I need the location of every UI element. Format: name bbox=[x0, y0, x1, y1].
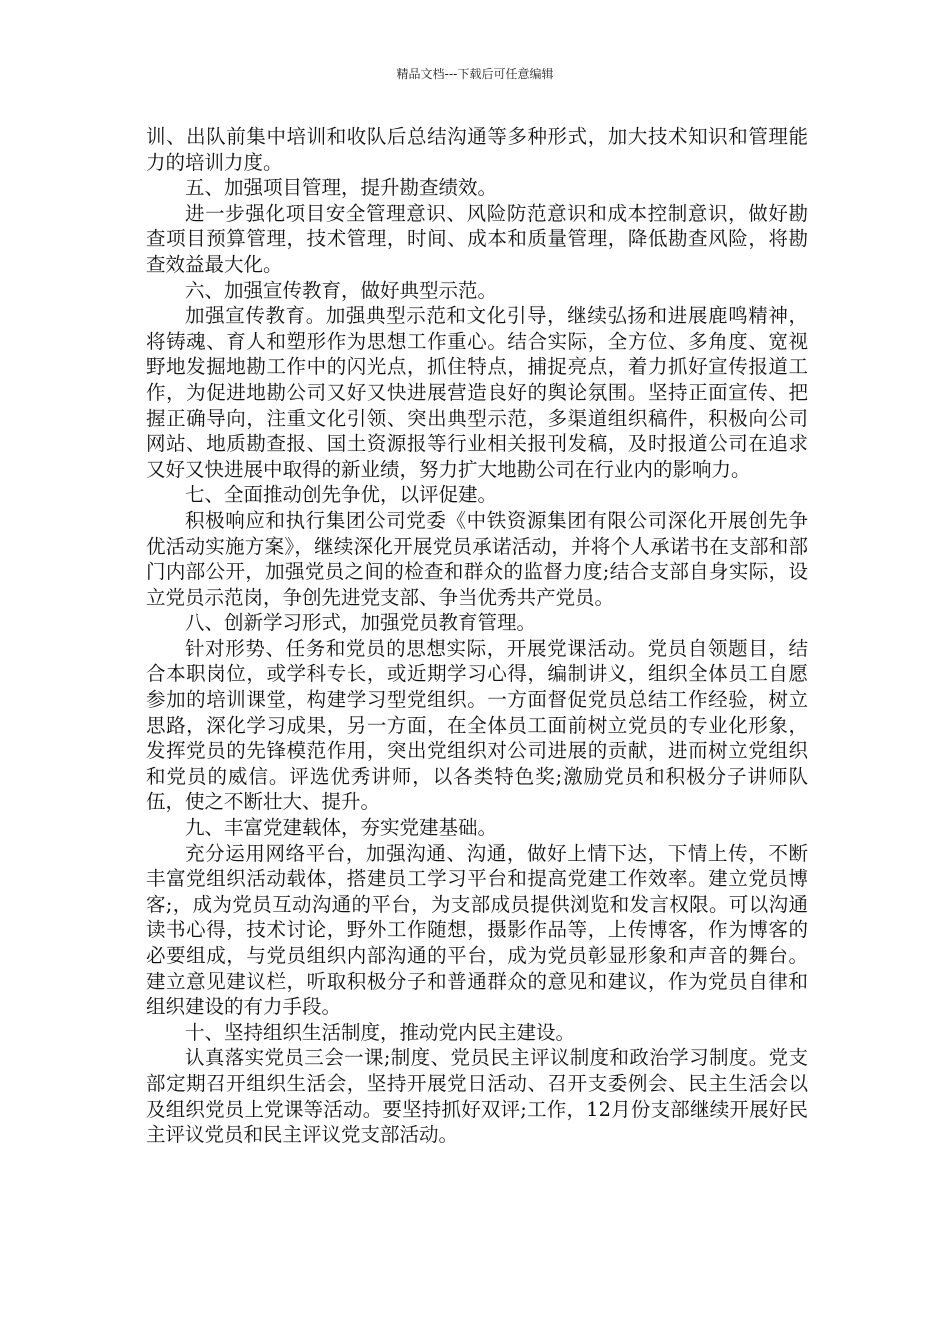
paragraph: 认真落实党员三会一课;制度、党员民主评议制度和政治学习制度。党支部定期召开组织生活会，坚持开展党日活动、召开支委例会、民主生活会以及组织党员上党课等活动。要坚持抓好双评;工作，12月份支部继续开展好民主评议党员和民主评议党支部活动。 bbox=[146, 1046, 808, 1147]
section-heading: 八、创新学习形式，加强党员教育管理。 bbox=[185, 611, 537, 635]
section-heading: 六、加强宣传教育，做好典型示范。 bbox=[185, 278, 498, 302]
paragraph: 加强宣传教育。加强典型示范和文化引导，继续弘扬和进展鹿鸣精神，将铸魂、育人和塑形作为思想工作重心。结合实际，全方位、多角度、宽视野地发掘地勘工作中的闪光点，抓住特点，捕捉亮点，着力抓好宣传报道工作，为促进地勘公司又好又快进展营造良好的舆论氛围。坚持正面宣传、把握正确导向，注重文化引领、突出典型示范，多渠道组织稿件，积极向公司网站、地质勘查报、国土资源报等行业相关报刊发稿，及时报道公司在追求又好又快进展中取得的新业绩，努力扩大地勘公司在行业内的影响力。 bbox=[146, 304, 808, 481]
section-heading: 十、坚持组织生活制度，推动党内民主建设。 bbox=[185, 1020, 576, 1044]
paragraph: 针对形势、任务和党员的思想实际，开展党课活动。党员自领题目，结合本职岗位，或学科专长，或近期学习心得，编制讲义，组织全体员工自愿参加的培训课堂，构建学习型党组织。一方面督促党员总结工作经验，树立思路，深化学习成果，另一方面，在全体员工面前树立党员的专业化形象，发挥党员的先锋模范作用，突出党组织对公司进展的贡献，进而树立党组织和党员的威信。评选优秀讲师，以各类特色奖;激励党员和积极分子讲师队伍，使之不断壮大、提升。 bbox=[146, 636, 808, 814]
paragraph: 进一步强化项目安全管理意识、风险防范意识和成本控制意识，做好勘查项目预算管理，技术管理，时间、成本和质量管理，降低勘查风险，将勘查效益最大化。 bbox=[146, 201, 808, 276]
section-heading: 五、加强项目管理，提升勘查绩效。 bbox=[185, 176, 498, 200]
section-heading: 七、全面推动创先争优，以评促建。 bbox=[185, 483, 498, 507]
paragraph: 充分运用网络平台，加强沟通、沟通，做好上情下达，下情上传，不断丰富党组织活动载体，搭建员工学习平台和提高党建工作效率。建立党员博客;，成为党员互动沟通的平台，为支部成员提供浏览和发言权限。可以沟通读书心得，技术讨论，野外工作随想，摄影作品等，上传博客，作为博客的必要组成，与党员组织内部沟通的平台，成为党员彰显形象和声音的舞台。建立意见建议栏，听取积极分子和普通群众的意见和建议，作为党员自律和组织建设的有力手段。 bbox=[146, 841, 808, 1019]
document-body bbox=[146, 124, 808, 1148]
paragraph: 积极响应和执行集团公司党委《中铁资源集团有限公司深化开展创先争优活动实施方案》，继续深化开展党员承诺活动，并将个人承诺书在支部和部门内部公开，加强党员之间的检查和群众的监督力度;结合支部自身实际，设立党员示范岗，争创先进党支部、争当优秀共产党员。 bbox=[146, 508, 808, 609]
page-header: 精品文档---下载后可任意编辑 bbox=[396, 67, 554, 81]
paragraph: 训、出队前集中培训和收队后总结沟通等多种形式，加大技术知识和管理能力的培训力度。 bbox=[146, 125, 808, 174]
section-heading: 九、丰富党建载体，夯实党建基础。 bbox=[185, 816, 498, 840]
